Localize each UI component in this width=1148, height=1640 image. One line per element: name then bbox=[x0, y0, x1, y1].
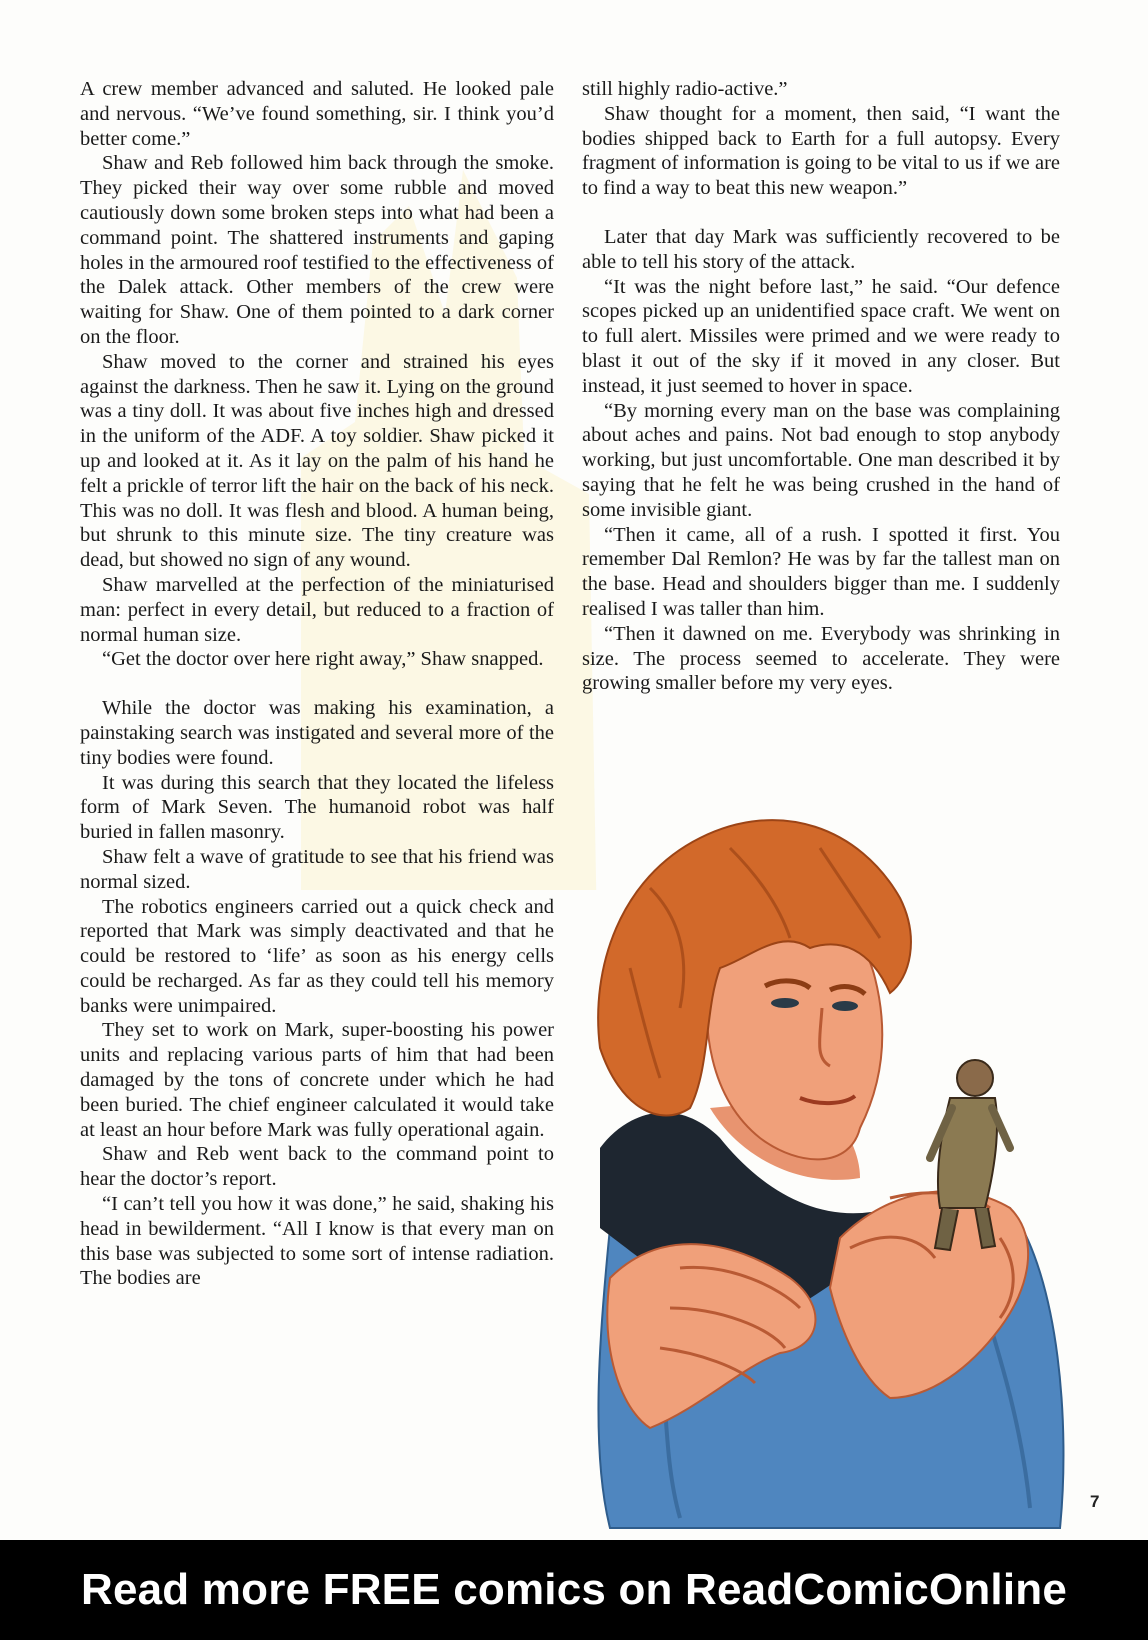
paragraph: Shaw felt a wave of gratitude to see that his friend was normal sized. bbox=[80, 845, 554, 893]
footer-banner-text: Read more FREE comics on ReadComicOnline bbox=[80, 1565, 1067, 1614]
paragraph: “Then it came, all of a rush. I spotted it first. You remember Dal Remlon? He was by far the tallest man on the base. Head and shoulders bigger than me. I suddenly realised I was taller than him. bbox=[582, 523, 1060, 620]
eye-right bbox=[832, 1001, 858, 1011]
paragraph: Shaw thought for a moment, then said, “I want the bodies shipped back to Earth for a full autopsy. Every fragment of information is going to be vital to us if we are to find a way to beat this new weapon.” bbox=[582, 102, 1060, 200]
illustration-man-holding-tiny-soldier bbox=[590, 808, 1070, 1538]
paragraph: “Then it dawned on me. Everybody was shrinking in size. The process seemed to accelerate. They were growing smaller before my very eyes. bbox=[582, 622, 1060, 695]
paragraph: “Get the doctor over here right away,” Shaw snapped. bbox=[102, 648, 544, 671]
paragraph: “By morning every man on the base was complaining about aches and pains. Not bad enough to stop anybody working, but just uncomfortable. One man described it by saying that he felt he was being crushed in the hand of some invisible giant. bbox=[582, 399, 1060, 521]
paragraph: While the doctor was making his examination, a painstaking search was instigated and several more of the tiny bodies were found. bbox=[80, 697, 554, 769]
paragraph: A crew member advanced and saluted. He looked pale and nervous. “We’ve found something, sir. I think you’d better come.” bbox=[80, 78, 554, 150]
page-number: 7 bbox=[1090, 1492, 1100, 1511]
paragraph: Shaw moved to the corner and strained his eyes against the darkness. Then he saw it. Lying on the ground was a tiny doll. It was about five inches high and dressed in the uniform of the ADF. A toy soldier. Shaw picked it up and looked at it. As it lay on the palm of his hand he felt a prickle of terror lift the hair on the back of his neck. This was no doll. It was flesh and blood. A human being, but shrunk to this minute size. The tiny creature was dead, but showed no sign of any wound. bbox=[80, 350, 554, 572]
paragraph: Later that day Mark was sufficiently recovered to be able to tell his story of the attack. bbox=[582, 225, 1060, 273]
paragraph: Shaw and Reb followed him back through the smoke. They picked their way over some rubble and moved cautiously down some broken steps into what had been a command point. The shattered instruments and gaping holes in the armoured roof testified to the effectiveness of the Dalek attack. Other members of the crew were waiting for Shaw. One of them pointed to a dark corner on the floor. bbox=[80, 152, 554, 348]
paragraph: “It was the night before last,” he said. “Our defence scopes picked up an unidentified space craft. We went on to full alert. Missiles were primed and we were ready to blast it out of the sky if it moved in any closer. But instead, it just seemed to hover in space. bbox=[582, 275, 1060, 397]
text-column-left bbox=[80, 77, 554, 1291]
paragraph: Shaw marvelled at the perfection of the miniaturised man: perfect in every detail, but reduced to a fraction of normal human size. bbox=[80, 573, 554, 646]
footer-banner[interactable] bbox=[0, 1540, 1148, 1640]
paragraph: They set to work on Mark, super-boosting his power units and replacing various parts of him that had been damaged by the tons of concrete under which he had been buried. The chief engineer calculated it would take at least an hour before Mark was fully operational again. bbox=[80, 1019, 554, 1141]
paragraph: still highly radio-active.” bbox=[582, 78, 788, 100]
eye-left bbox=[771, 998, 799, 1008]
paragraph: The robotics engineers carried out a quick check and reported that Mark was simply deactivated and that he could be restored to ‘life’ as soon as his energy cells could be recharged. As far as they could tell his memory banks were unimpaired. bbox=[80, 895, 554, 1017]
paragraph: “I can’t tell you how it was done,” he said, shaking his head in bewilderment. “All I know is that every man on this base was subjected to some sort of intense radiation. The bodies are bbox=[80, 1193, 554, 1290]
text-column-right bbox=[582, 77, 1060, 696]
paragraph: Shaw and Reb went back to the command point to hear the doctor’s report. bbox=[80, 1143, 554, 1191]
paragraph: It was during this search that they located the lifeless form of Mark Seven. The humanoid robot was half buried in fallen masonry. bbox=[80, 771, 554, 844]
